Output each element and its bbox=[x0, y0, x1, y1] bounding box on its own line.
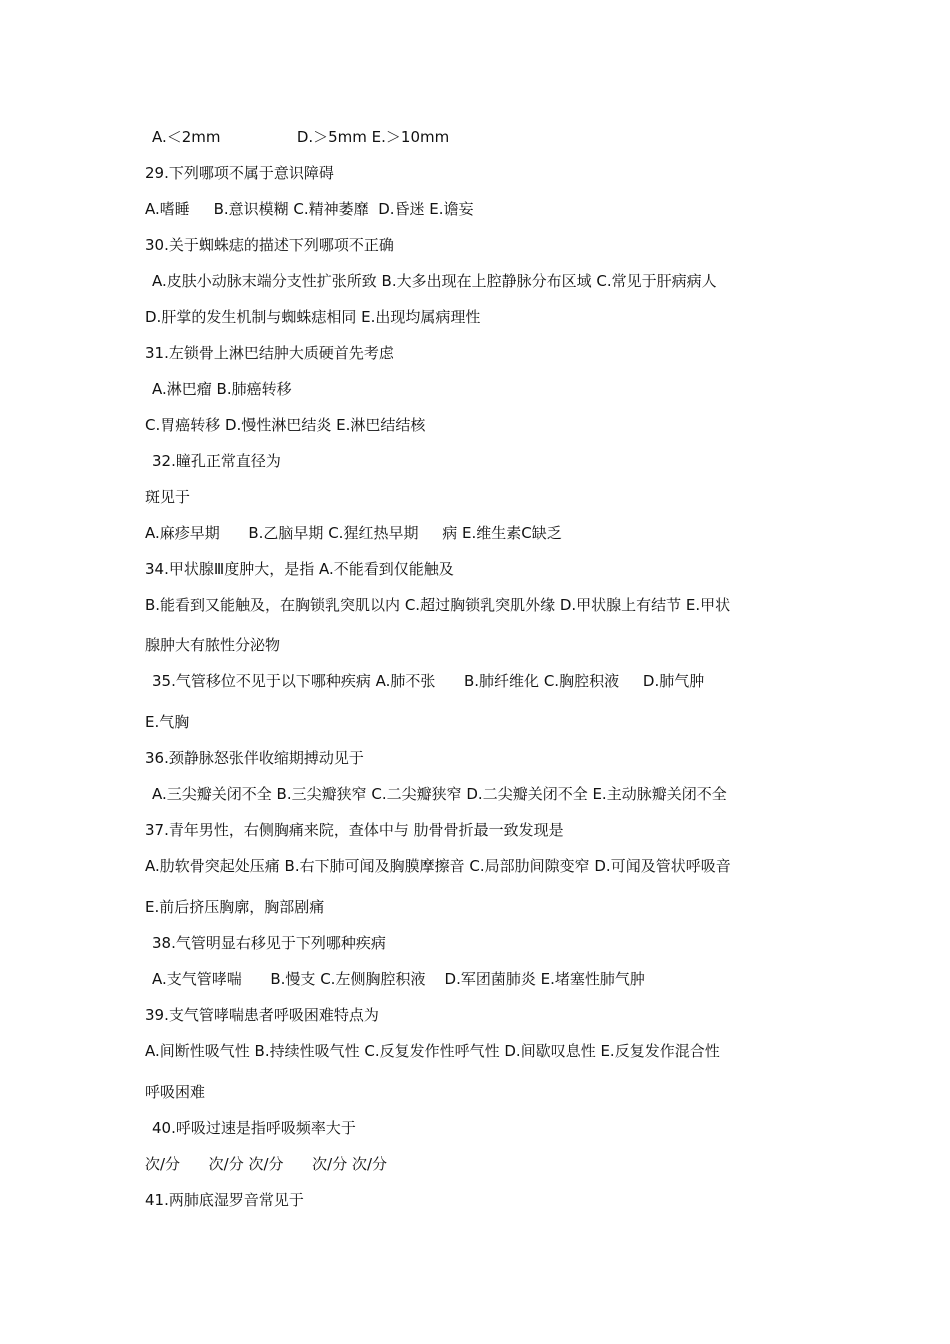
options-34: B.能看到又能触及，在胸锁乳突肌以内 C.超过胸锁乳突肌外缘 D.甲状腺上有结节 E.甲状 bbox=[145, 596, 731, 614]
question-39: 39.支气管哮喘患者呼吸困难特点为 bbox=[145, 1006, 379, 1024]
options-39-cont: 呼吸困难 bbox=[145, 1083, 206, 1101]
options-29: A.嗜睡 B.意识模糊 C.精神萎靡 D.昏迷 E.谵妄 bbox=[145, 200, 474, 218]
options-39: A.间断性吸气性 B.持续性吸气性 C.反复发作性呼气性 D.间歇叹息性 E.反复发作混合性 bbox=[145, 1042, 720, 1060]
options-31-cont: C.胃癌转移 D.慢性淋巴结炎 E.淋巴结结核 bbox=[145, 416, 426, 434]
options-36: A.三尖瓣关闭不全 B.三尖瓣狭窄 C.二尖瓣狭窄 D.二尖瓣关闭不全 E.主动脉瓣关闭不全 bbox=[152, 785, 727, 803]
question-35: 35.气管移位不见于以下哪种疾病 A.肺不张 B.肺纤维化 C.胸腔积液 D.肺气肿 bbox=[152, 672, 705, 690]
options-37: A.肋软骨突起处压痛 B.右下肺可闻及胸膜摩擦音 C.局部肋间隙变窄 D.可闻及管状呼吸音 bbox=[145, 857, 731, 875]
options-38: A.支气管哮喘 B.慢支 C.左侧胸腔积液 D.军团菌肺炎 E.堵塞性肺气肿 bbox=[152, 970, 645, 988]
question-37: 37.青年男性，右侧胸痛来院，查体中与 肋骨骨折最一致发现是 bbox=[145, 821, 564, 839]
question-31: 31.左锁骨上淋巴结肿大质硬首先考虑 bbox=[145, 344, 394, 362]
question-30: 30.关于蜘蛛痣的描述下列哪项不正确 bbox=[145, 236, 394, 254]
options-40: 次/分 次/分 次/分 次/分 次/分 bbox=[145, 1155, 388, 1173]
options-34-cont: 腺肿大有脓性分泌物 bbox=[145, 636, 281, 654]
options-30: A.皮肤小动脉末端分支性扩张所致 B.大多出现在上腔静脉分布区域 C.常见于肝病病人 bbox=[152, 272, 717, 290]
options-37-cont: E.前后挤压胸廓，胸部剧痛 bbox=[145, 898, 325, 916]
question-29: 29.下列哪项不属于意识障碍 bbox=[145, 164, 334, 182]
text-line: A.＜2mm D.＞5mm E.＞10mm bbox=[152, 128, 450, 146]
question-32: 32.瞳孔正常直径为 bbox=[152, 452, 281, 470]
text-line: 斑见于 bbox=[145, 488, 191, 506]
question-40: 40.呼吸过速是指呼吸频率大于 bbox=[152, 1119, 356, 1137]
question-38: 38.气管明显右移见于下列哪种疾病 bbox=[152, 934, 386, 952]
options-31: A.淋巴瘤 B.肺癌转移 bbox=[152, 380, 292, 398]
options-30-cont: D.肝掌的发生机制与蜘蛛痣相同 E.出现均属病理性 bbox=[145, 308, 481, 326]
options-33: A.麻疹早期 B.乙脑早期 C.猩红热早期 病 E.维生素C缺乏 bbox=[145, 524, 562, 542]
options-35-cont: E.气胸 bbox=[145, 713, 190, 731]
question-41: 41.两肺底湿罗音常见于 bbox=[145, 1191, 304, 1209]
question-34: 34.甲状腺Ⅲ度肿大，是指 A.不能看到仅能触及 bbox=[145, 560, 454, 578]
question-36: 36.颈静脉怒张伴收缩期搏动见于 bbox=[145, 749, 364, 767]
